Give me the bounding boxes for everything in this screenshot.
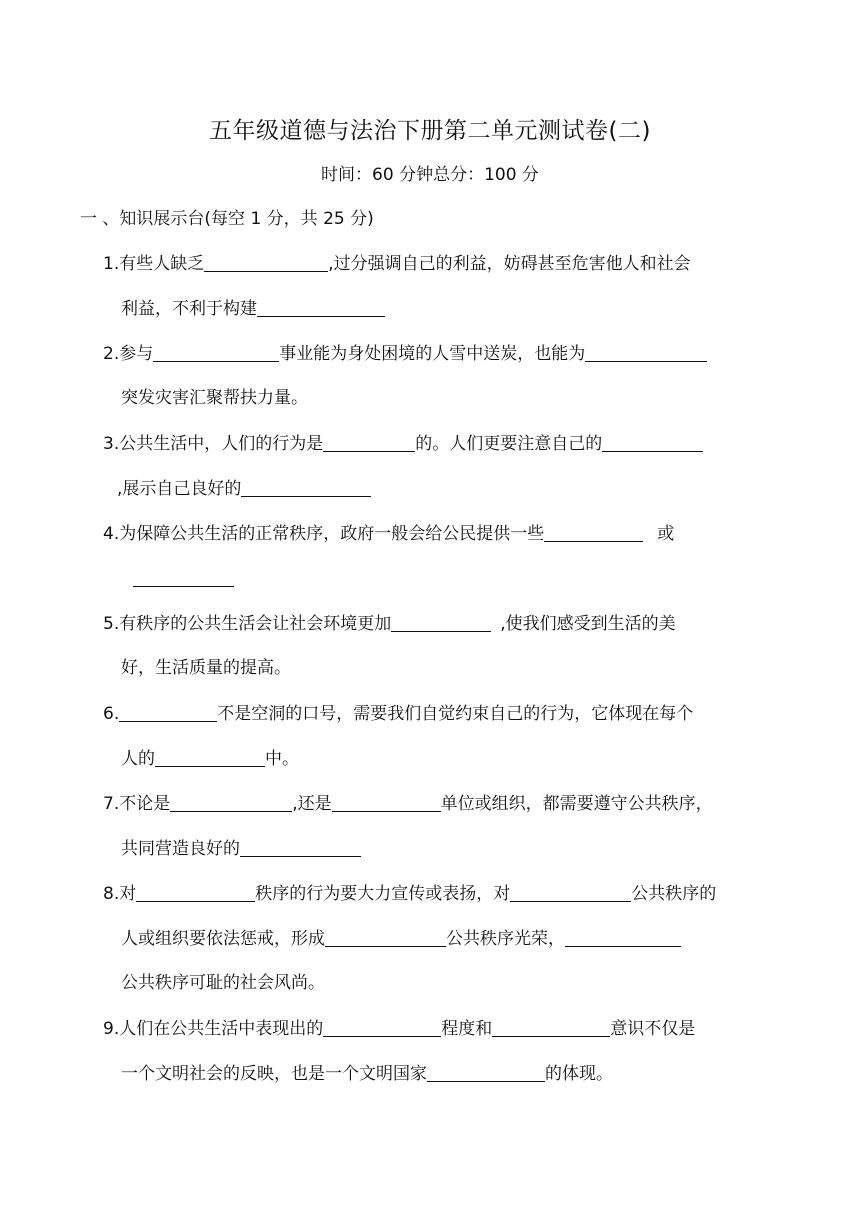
question-8-line-2: 人或组织要依法惩戒，形成 公共秩序光荣，: [121, 926, 681, 951]
answer-blank[interactable]: [119, 701, 217, 722]
question-1-line-2: 利益，不利于构建: [121, 296, 385, 321]
answer-blank[interactable]: [565, 926, 681, 947]
answer-blank[interactable]: [323, 1016, 441, 1037]
answer-blank[interactable]: [585, 341, 707, 362]
answer-blank[interactable]: [325, 926, 446, 947]
question-6-line-2: 人的 中。: [121, 746, 299, 771]
answer-blank[interactable]: [204, 251, 328, 272]
question-8-line-1: 8.对 秩序的行为要大力宣传或表扬，对 公共秩序的: [103, 881, 716, 906]
question-4-line-1: 4.为保障公共生活的正常秩序，政府一般会给公民提供一些 或: [103, 521, 674, 546]
question-2-line-2: 突发灾害汇聚帮扶力量。: [121, 388, 308, 408]
question-6-line-1: 6. 不是空洞的口号，需要我们自觉约束自己的行为，它体现在每个: [103, 701, 693, 726]
answer-blank[interactable]: [170, 791, 292, 812]
answer-blank[interactable]: [391, 611, 491, 632]
answer-blank[interactable]: [133, 566, 234, 587]
answer-blank[interactable]: [492, 1016, 610, 1037]
question-4-line-2: [133, 566, 234, 591]
answer-blank[interactable]: [155, 746, 265, 767]
answer-blank[interactable]: [544, 521, 643, 542]
exam-time-score: 时间：60 分钟总分：100 分: [321, 165, 539, 185]
answer-blank[interactable]: [136, 881, 255, 902]
answer-blank[interactable]: [153, 341, 279, 362]
question-5-line-2: 好，生活质量的提高。: [121, 658, 291, 678]
answer-blank[interactable]: [323, 431, 415, 452]
answer-blank[interactable]: [427, 1061, 545, 1082]
answer-blank[interactable]: [602, 431, 703, 452]
answer-blank[interactable]: [510, 881, 631, 902]
question-7-line-2: 共同营造良好的: [121, 836, 361, 861]
question-2-line-1: 2.参与 事业能为身处困境的人雪中送炭，也能为: [103, 341, 707, 366]
section-heading: 一 、知识展示台(每空 1 分，共 25 分): [80, 209, 374, 229]
answer-blank[interactable]: [240, 836, 361, 857]
question-9-line-2: 一个文明社会的反映，也是一个文明国家 的体现。: [121, 1061, 613, 1086]
question-1-line-1: 1.有些人缺乏 ,过分强调自己的利益，妨碍甚至危害他人和社会: [103, 251, 691, 276]
answer-blank[interactable]: [257, 296, 385, 317]
question-3-line-2: ,展示自己良好的: [117, 476, 371, 501]
question-5-line-1: 5.有秩序的公共生活会让社会环境更加 ,使我们感受到生活的美: [103, 611, 676, 636]
answer-blank[interactable]: [332, 791, 441, 812]
question-3-line-1: 3.公共生活中，人们的行为是 的。人们更要注意自己的: [103, 431, 703, 456]
question-8-line-3: 公共秩序可耻的社会风尚。: [121, 973, 325, 993]
question-7-line-1: 7.不论是 ,还是 单位或组织，都需要遵守公共秩序，: [103, 791, 713, 816]
question-9-line-1: 9.人们在公共生活中表现出的 程度和 意识不仅是: [103, 1016, 695, 1041]
page-title: 五年级道德与法治下册第二单元测试卷(二): [209, 118, 651, 144]
answer-blank[interactable]: [241, 476, 371, 497]
